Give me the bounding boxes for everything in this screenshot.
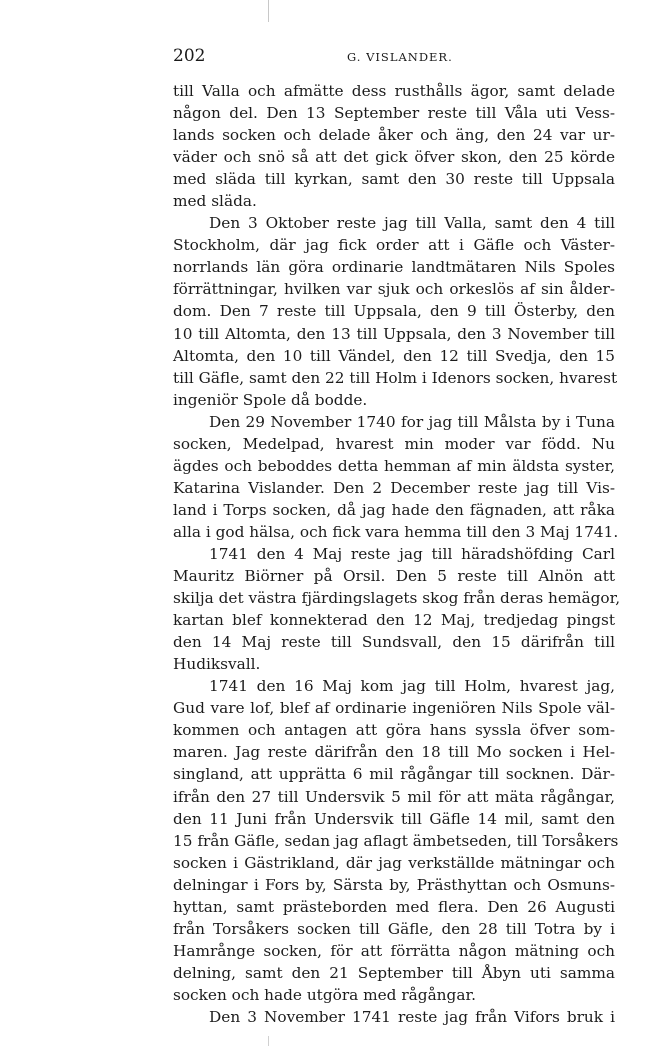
text-line: Katarina Vislander. Den 2 December reste jag till Vis-: [173, 478, 615, 497]
text-line: den 14 Maj reste till Sundsvall, den 15 därifrån till: [173, 633, 615, 652]
text-line: förrättningar, hvilken var sjuk och orkeslös af sin ålder-: [173, 280, 615, 299]
text-line: kartan blef konnekterad den 12 Maj, tredjedag pingst: [173, 611, 615, 630]
text-line: Stockholm, där jag fick order att i Gäfle och Väster-: [173, 236, 615, 255]
scan-mark-bottom: [268, 1036, 269, 1046]
text-line: Den 3 November 1741 reste jag från Vifors bruk i: [209, 1007, 615, 1026]
text-line: socken i Gästrikland, där jag verkställde mätningar och: [173, 853, 615, 872]
page-number: 202: [173, 46, 206, 66]
text-line: från Torsåkers socken till Gäfle, den 28 till Totra by i: [173, 919, 615, 938]
text-line: delningar i Fors by, Särsta by, Prästhyttan och Osmuns-: [173, 875, 615, 894]
text-line: singland, att upprätta 6 mil rågångar till socknen. Där-: [173, 765, 615, 784]
text-line: hyttan, samt prästeborden med flera. Den 26 Augusti: [173, 897, 615, 916]
scan-mark-top: [268, 0, 269, 22]
text-line: kommen och antagen att göra hans syssla öfver som-: [173, 721, 615, 740]
text-line: Den 29 November 1740 for jag till Målsta by i Tuna: [209, 412, 615, 431]
text-line: Hamrånge socken, för att förrätta någon mätning och: [173, 941, 615, 960]
text-line: med släda till kyrkan, samt den 30 reste till Uppsala: [173, 170, 615, 189]
text-line: Den 3 Oktober reste jag till Valla, samt den 4 till: [209, 214, 615, 233]
text-line: 1741 den 4 Maj reste jag till häradshöfding Carl: [209, 544, 615, 563]
text-line: Hudiksvall.: [173, 655, 261, 674]
text-line: delning, samt den 21 September till Åbyn uti samma: [173, 963, 615, 982]
text-line: socken och hade utgöra med rågångar.: [173, 985, 476, 1004]
text-line: väder och snö så att det gick öfver skon, den 25 körde: [173, 148, 615, 167]
text-line: skilja det västra fjärdingslagets skog från deras hemägor,: [173, 589, 621, 608]
text-line: till Valla och afmätte dess rusthålls ägor, samt delade: [173, 82, 615, 100]
text-line: med släda.: [173, 192, 257, 211]
text-line: till Gäfle, samt den 22 till Holm i Idenors socken, hvarest: [173, 368, 618, 387]
text-line: alla i god hälsa, och fick vara hemma till den 3 Maj 1741.: [173, 522, 619, 541]
running-head: G. VISLANDER.: [347, 50, 453, 64]
text-line: Mauritz Biörner på Orsil. Den 5 reste till Alnön att: [173, 567, 615, 586]
text-line: 1741 den 16 Maj kom jag till Holm, hvarest jag,: [209, 677, 615, 696]
text-line: 10 till Altomta, den 13 till Uppsala, den 3 November till: [173, 324, 615, 343]
text-line: den 11 Juni från Undersvik till Gäfle 14 mil, samt den: [173, 809, 615, 828]
text-line: norrlands län göra ordinarie landtmätaren Nils Spoles: [173, 258, 615, 277]
text-line: Altomta, den 10 till Vändel, den 12 till Svedja, den 15: [173, 346, 615, 365]
body-text: [173, 80, 621, 1028]
page-header: [173, 46, 615, 70]
text-line: land i Torps socken, då jag hade den fägnaden, att råka: [173, 500, 615, 519]
text-line: någon del. Den 13 September reste till Våla uti Vess-: [173, 104, 615, 123]
text-line: Gud vare lof, blef af ordinarie ingeniören Nils Spole väl-: [173, 699, 615, 718]
text-line: dom. Den 7 reste till Uppsala, den 9 till Österby, den: [173, 302, 615, 321]
text-line: ägdes och beboddes detta hemman af min äldsta syster,: [173, 456, 615, 475]
text-line: lands socken och delade åker och äng, den 24 var ur-: [173, 126, 615, 145]
text-line: 15 från Gäfle, sedan jag aflagt ämbetseden, till Torsåkers: [173, 831, 619, 850]
text-line: ingeniör Spole då bodde.: [173, 390, 368, 409]
text-line: socken, Medelpad, hvarest min moder var född. Nu: [173, 434, 615, 453]
text-line: maren. Jag reste därifrån den 18 till Mo socken i Hel-: [173, 743, 615, 762]
text-line: ifrån den 27 till Undersvik 5 mil för att mäta rågångar,: [173, 787, 615, 806]
